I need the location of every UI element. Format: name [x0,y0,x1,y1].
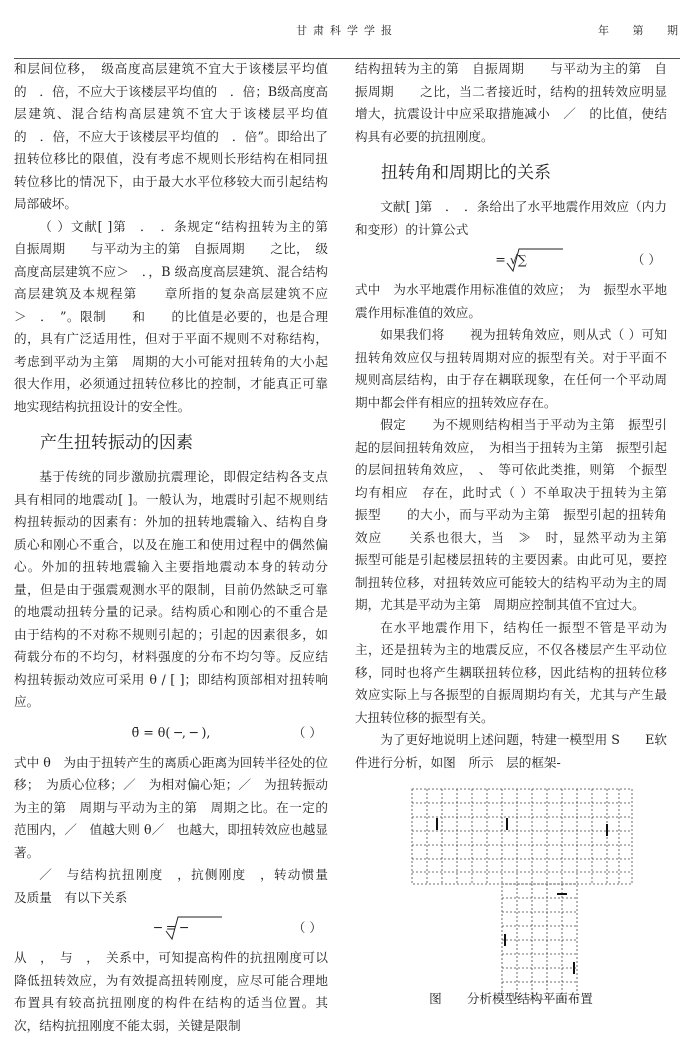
left-column [14,58,341,1037]
section-heading: 扭转角和周期比的关系 [381,163,551,183]
journal-title: 甘肃科学学报 [296,24,398,37]
right-column [355,58,680,1004]
paragraph: 文献[ ]第 ． ．条给出了水平地震作用效应（内力和变形）的计算公式 [355,199,667,237]
floor-plan-diagram [407,784,637,1004]
equation-expression: θ̄ = θ( ─, ─ ), [131,724,211,740]
equation-number: （ ） [292,724,322,740]
paragraph: 从 ， 与 ， 关系中，可知提高构件的抗扭刚度可以降低扭转效应，为有效提高扭转刚度，应尽可能合理地布置具有较高抗扭刚度的构件在结构的适当位置。其次，结构抗扭刚度不能太弱，关键是限制 [14,950,328,1033]
equation-3 [355,245,667,275]
issue-label: 年 第 期 [598,24,688,37]
paragraph: 基于传统的同步激励抗震理论，即假定结构各支点具有相同的地震动[ ]。一般认为，地震时引起不规则结构扭转振动的因素有：外加的扭转地震输入、结构自身质心和刚心不重合，以及在施工和使用过程中的偶然偏心。外加的扭转地震输入主要指地震动本身的转动分量，但是由于强震观测水平的限制，目前仍然缺乏可靠的地震动扭转分量的记录。结构质心和刚心的不重合是由于结构的不对称不规则引起的；引起的因素很多，如荷载分布的不均匀，材料强度的分布不均匀等。反应结构扭转振动效应可采用 θ / [ ]；即结构顶部相对扭转响应。 [14,469,328,709]
section-heading: 产生扭转振动的因素 [40,433,193,453]
figure-1 [355,784,667,1004]
page-header [0,18,700,42]
paragraph: 式中 θ 为由于扭转产生的离质心距离为回转半径处的位移； 为质心位移；／ 为相对偏心矩；／ 为扭转振动为主的第 周期与平动为主的第 周期之比。在一定的范围内，／ 值越大则 θ／ 也越大，即扭转效应也越显著。 [14,754,328,860]
paragraph: 为了更好地说明上述问题，特建一模型用 S E软件进行分析，如图 所示 层的框架- [355,732,667,770]
paragraph: 和层间位移， 级高度高层建筑不宜大于该楼层平均值的 ．倍，不应大于该楼层平均值的 ．倍；B级高度高层建筑、混合结构高层建筑不宜大于该楼层平均值的 ．倍，不应大于该楼层平均值的 ．倍”。即给出了扭转位移比的限值，没有考虑不规则长形结构在相同扭转位移比的情况下，由于最大水平位移较大而引起结构局部破坏。 [14,61,328,211]
equation-expression: = √∑ [495,252,527,267]
equation-number: （ ） [292,920,322,935]
paragraph: （ ）文献[ ]第 ． ．条规定“结构扭转为主的第 自振周期 与平动为主的第 自振周期 之比， 级高度高层建筑不应＞ ．，B 级高度高层建筑、混合结构高层建筑及本规程第 章所指的复杂高层建筑不应＞ ． ”。限制 和 的比值是必要的，也是合理的，具有广泛适用性，但对于平面不规则不对称结构，考虑到平动为主第 周期的大小可能对扭转角的大小起很大作用，必须通过扭转位移比的控制，才能真正可靠地实现结构抗扭设计的安全性。 [14,218,341,414]
paragraph: 式中 为水平地震作用标准值的效应； 为 振型水平地震作用标准值的效应。 [355,282,667,320]
figure-caption: 图 分析模型结构平面布置 [429,991,593,1006]
paragraph: 假定 为不规则结构相当于平动为主第 振型引起的层间扭转角效应， 为相当于扭转为主第 振型引起的层间扭转角效应， 、 等可依此类推，则第 个振型均有相应 存在，此时式（ ）不单取决于扭转为主第 振型 的大小，而与平动为主第 振型引起的扭转角效应 关系也很大，当 ≫ 时，显然平动为主第 振型可能是引起楼层扭转的主要因素。由此可见，要控制扭转位移，对扭转效应可能较大的结构平动为主的周期，尤其是平动为主第 周期应控制其值不宜过大。 [355,417,680,612]
paragraph: 结构扭转为主的第 自振周期 与平动为主的第 自振周期 之比，当二者接近时，结构的扭转效应明显增大，抗震设计中应采取措施减小 ／ 的比值，使结构具有必要的抗扭刚度。 [355,61,667,144]
equation-2 [14,913,328,943]
paragraph: 在水平地震作用下，结构任一振型不管是平动为主，还是扭转为主的地震反应，不仅各楼层产生平动位移，同时也将产生耦联扭转位移，因此结构的扭转位移效应实际上与各振型的自振周期均有关，尤其与产生最大扭转位移的振型有关。 [355,619,667,725]
paragraph: 如果我们将 视为扭转角效应，则从式（ ）可知扭转角效应仅与扭转周期对应的振型有关。对于平面不规则高层结构，由于存在耦联现象，在任何一个平动周期中都会伴有相应的扭转效应存在。 [355,327,667,410]
paragraph: ／ 与结构抗扭刚度 ，抗侧刚度 ，转动惯量 及质量 有以下关系 [14,867,341,905]
equation-1 [14,718,328,748]
equation-expression: ─ = ─ [154,920,188,935]
equation-number: （ ） [631,252,661,267]
